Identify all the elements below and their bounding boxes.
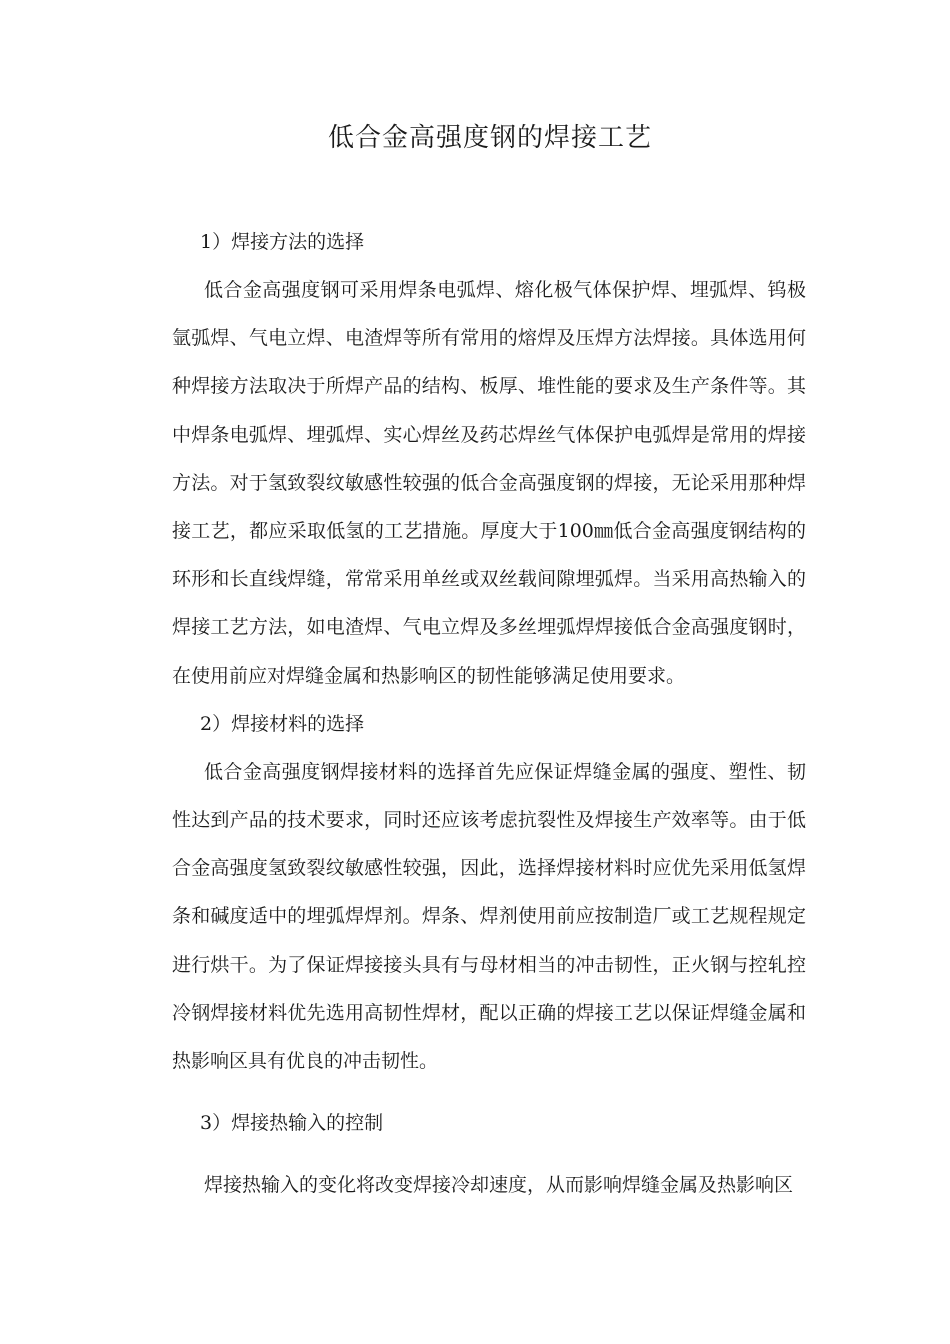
- section-paragraph-3: 焊接热输入的变化将改变焊接冷却速度，从而影响焊缝金属及热影响区: [204, 1174, 794, 1197]
- document-body: [172, 218, 806, 1209]
- section-paragraph-1: 低合金高强度钢可采用焊条电弧焊、熔化极气体保护焊、埋弧焊、钨极氩弧焊、气电立焊、电渣焊等所有常用的熔焊及压焊方法焊接。具体选用何种焊接方法取决于所焊产品的结构、板厚、堆性能的要求及生产条件等。其中焊条电弧焊、埋弧焊、实心焊丝及药芯焊丝气体保护电弧焊是常用的焊接方法。对于氢致裂纹敏感性较强的低合金高强度钢的焊接，无论采用那种焊接工艺，都应采取低氢的工艺措施。厚度大于100㎜低合金高强度钢结构的环形和长直线焊缝，常常采用单丝或双丝载间隙埋弧焊。当采用高热输入的焊接工艺方法，如电渣焊、气电立焊及多丝埋弧焊焊接低合金高强度钢时，在使用前应对焊缝金属和热影响区的韧性能够满足使用要求。: [172, 279, 806, 687]
- section-heading-1: 1）焊接方法的选择: [200, 231, 365, 253]
- section-heading-2: 2）焊接材料的选择: [200, 712, 365, 735]
- section-heading-3: 3）焊接热输入的控制: [200, 1112, 384, 1135]
- section-paragraph-2: 低合金高强度钢焊接材料的选择首先应保证焊缝金属的强度、塑性、韧性达到产品的技术要求，同时还应该考虑抗裂性及焊接生产效率等。由于低合金高强度氢致裂纹敏感性较强，因此，选择焊接材料时应优先采用低氢焊条和碱度适中的埋弧焊焊剂。焊条、焊剂使用前应按制造厂或工艺规程规定进行烘干。为了保证焊接接头具有与母材相当的冲击韧性，正火钢与控轧控冷钢焊接材料优先选用高韧性焊材，配以正确的焊接工艺以保证焊缝金属和热影响区具有优良的冲击韧性。: [172, 760, 806, 1073]
- spacer: [172, 1147, 806, 1161]
- document-title: 低合金高强度钢的焊接工艺: [327, 123, 652, 153]
- spacer: [172, 1085, 806, 1099]
